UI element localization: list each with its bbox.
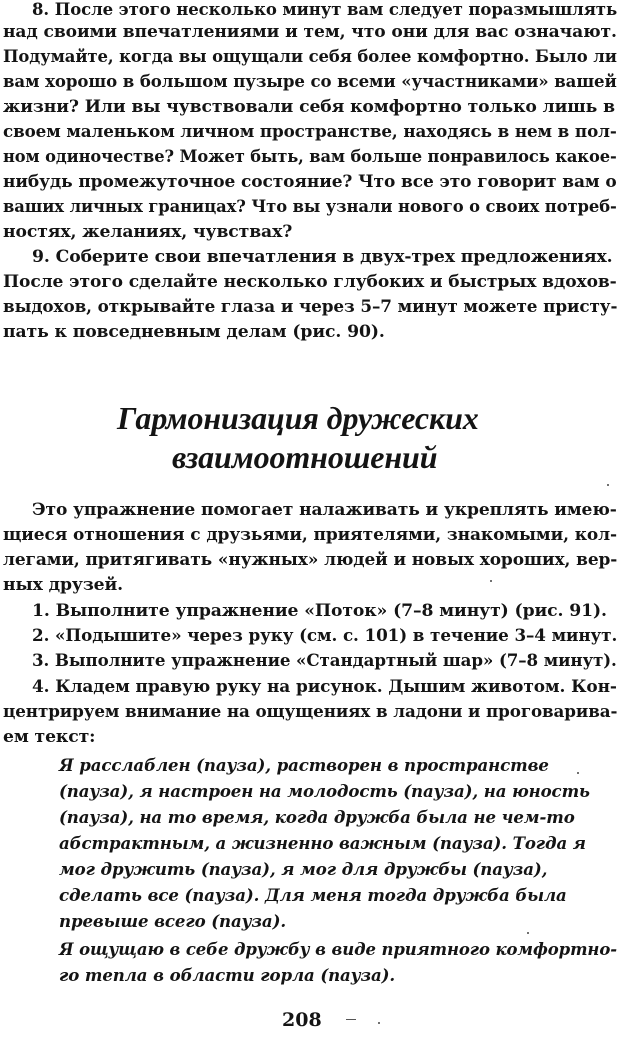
list-item: 1. Выполните упражнение «Поток» (7–8 минут) (рис. 91). (32, 601, 607, 621)
heading-line: взаимоотношений (172, 439, 438, 475)
text-line: ном одиночестве? Может быть, вам больше понравилось какое- (3, 147, 617, 167)
text-line: ностях, желаниях, чувствах? (3, 222, 293, 242)
text-line: нибудь промежуточное состояние? Что все это говорит вам о (3, 172, 617, 192)
text-line: (пауза), я настроен на молодость (пауза), на юность (59, 781, 590, 801)
scan-speck (527, 932, 529, 934)
list-item: 2. «Подышите» через руку (см. с. 101) в течение 3–4 минут. (32, 626, 618, 646)
text-line: (пауза), на то время, когда дружба была не чем-то (59, 807, 575, 827)
text-line: над своими впечатлениями и тем, что они для вас означают. (3, 22, 617, 42)
list-item: 3. Выполните упражнение «Стандартный шар» (7–8 минут). (32, 651, 617, 671)
text-line: центрируем внимание на ощущениях в ладони и проговарива- (3, 702, 618, 722)
text-line: мог дружить (пауза), я мог для дружбы (пауза), (59, 859, 548, 879)
text-line: ваших личных границах? Что вы узнали нового о своих потреб- (3, 197, 617, 217)
text-line: Подумайте, когда вы ощущали себя более комфортно. Было ли (3, 47, 617, 67)
text-line: вам хорошо в большом пузыре со всеми «участниками» вашей (3, 72, 617, 92)
text-line: ем текст: (3, 727, 96, 747)
text-line: жизни? Или вы чувствовали себя комфортно только лишь в (3, 97, 615, 117)
text-line: щиеся отношения с друзьями, приятелями, знакомыми, кол- (3, 525, 617, 545)
text-line: пать к повседневным делам (рис. 90). (3, 322, 385, 342)
scan-speck (490, 580, 492, 582)
text-line: превыше всего (пауза). (59, 911, 287, 931)
scan-speck (577, 772, 579, 774)
text-line: После этого сделайте несколько глубоких и быстрых вдохов- (3, 272, 617, 292)
page-number-dash (346, 1019, 356, 1020)
text-line: го тепла в области горла (пауза). (59, 965, 396, 985)
text-line: выдохов, открывайте глаза и через 5–7 минут можете присту- (3, 297, 618, 317)
text-line: 8. После этого несколько минут вам следует поразмышлять (32, 0, 618, 20)
text-line: своем маленьком личном пространстве, находясь в нем в пол- (3, 122, 617, 142)
page-number: 208 (282, 1009, 322, 1031)
text-line: сделать все (пауза). Для меня тогда дружба была (59, 885, 567, 905)
text-line: Это упражнение помогает налаживать и укреплять имею- (32, 500, 617, 520)
text-line: Я расслаблен (пауза), растворен в пространстве (59, 755, 549, 775)
text-line: ных друзей. (3, 575, 124, 595)
text-line: Я ощущаю в себе дружбу в виде приятного комфортно- (59, 939, 617, 959)
text-line: 9. Соберите свои впечатления в двух-трех предложениях. (32, 247, 613, 267)
list-item: 4. Кладем правую руку на рисунок. Дышим животом. Кон- (32, 677, 617, 697)
text-line: легами, притягивать «нужных» людей и новых хороших, вер- (3, 550, 618, 570)
heading-line: Гармонизация дружеских (117, 400, 479, 436)
scan-speck (378, 1022, 380, 1024)
scan-speck (607, 484, 609, 486)
text-line: абстрактным, а жизненно важным (пауза). Тогда я (59, 833, 586, 853)
